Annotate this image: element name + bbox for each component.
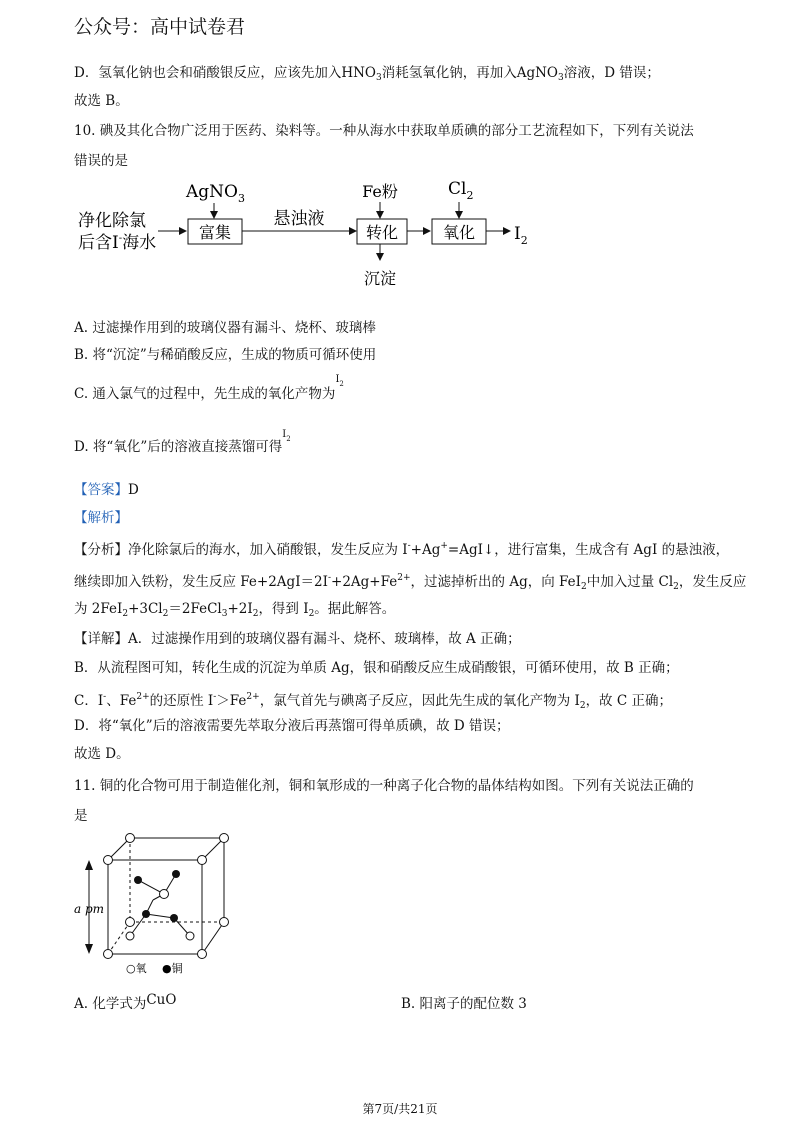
q10-flow-diagram [74,172,554,297]
flow-box-oxidize-label: 氧化 [442,223,476,242]
flow-input-line1: 净化除氯 [78,211,146,231]
dimension-arrow-bottom [85,944,93,954]
q10-option-a: A. 过滤操作用到的玻璃仪器有漏斗、烧杯、玻璃棒 [74,320,376,336]
q11-stem-line1: 11. 铜的化合物可用于制造催化剂，铜和氧形成的一种离子化合物的晶体结构如图。下列有关说法正确的 [74,778,694,794]
q10-choose: 故选 D。 [74,746,130,762]
oxygen-atom [126,834,135,843]
oxygen-atom [160,890,169,899]
flow-box-convert-label: 转化 [365,223,399,242]
flow-product: $I_2$ [514,224,528,247]
oxygen-atom [126,918,135,927]
q10-option-d: D. 将“氧化”后的溶液直接蒸馏可得$^{I2}$ [74,429,291,455]
q11-stem-line2: 是 [74,808,88,824]
oxygen-atom [220,918,229,927]
dimension-arrow-top [85,860,93,870]
flow-byproduct: 沉淀 [363,269,397,288]
q11-crystal-figure [74,828,244,978]
legend-oxygen: ○氧 [126,962,147,975]
q10-answer: 【答案】D [74,482,139,498]
copper-atom [134,876,142,884]
q10-analysis-line2: 继续即加入铁粉，发生反应 $Fe+2AgI=2I^-+2Ag+Fe^{2+}$，过滤掉析出的 Ag，向 FeI$_2$中加入过量 $Cl_2$，发生反应 [74,573,747,592]
oxygen-atom [104,856,113,865]
flow-reagent-cl2: $Cl_2$ [448,179,474,202]
legend-copper: ●铜 [162,962,183,975]
q10-option-c: C. 通入氯气的过程中，先生成的氧化产物为$^{I2}$ [74,374,344,402]
bond [146,914,174,918]
oxygen-atom [220,834,229,843]
copper-atom [170,914,178,922]
q10-detail-b: B．从流程图可知，转化生成的沉淀为单质 Ag，银和硝酸反应生成硝酸银，可循环使用，故 B 正确； [74,660,679,676]
oxygen-atom [186,932,194,940]
oxygen-atom [198,856,207,865]
flow-box-enrich-label: 富集 [198,223,232,242]
page-header: 公众号：高中试卷君 [74,16,246,38]
flow-input-line2: 后含I-海水 [78,233,157,253]
prev-choose: 故选 B。 [74,93,129,109]
cube-edge [202,922,224,954]
copper-atom [172,870,180,878]
q10-detail-a: 【详解】A．过滤操作用到的玻璃仪器有漏斗、烧杯、玻璃棒，故 A 正确； [74,631,521,647]
flow-intermediate: 悬浊液 [273,209,325,229]
oxygen-atom [198,950,207,959]
q10-detail-d: D．将“氧化”后的溶液需要先萃取分液后再蒸馏可得单质碘，故 D 错误； [74,718,510,734]
q10-option-b: B. 将“沉淀”与稀硝酸反应，生成的物质可循环使用 [74,347,377,363]
q10-analysis-line1: 【分析】净化除氯后的海水，加入硝酸银，发生反应为 I-+Ag+=AgI↓，进行富集，生成含有 AgI 的悬浊液， [74,541,730,558]
q10-analysis-tag: 【解析】 [74,510,128,526]
oxygen-atom [104,950,113,959]
q10-analysis-line3: 为 $2FeI_2+3Cl_2=2FeCl_3+2I_2$，得到 $I_2$。据此解答。 [74,601,396,619]
copper-atom [142,910,150,918]
edge-length-label: a pm [74,902,105,916]
flow-reagent-agno3: AgNO$_3$ [186,182,245,205]
q10-stem-line1: 10. 碘及其化合物广泛用于医药、染料等。一种从海水中获取单质碘的部分工艺流程如下，下列有关说法 [74,123,694,139]
q11-option-b: B. 阳离子的配位数 3 [401,996,527,1012]
q10-detail-c: C．I-、$Fe^{2+}$的还原性 $I^->Fe^{2+}$，氯气首先与碘离子反应，因此先生成的氧化产物为 $I_2$，故 C 正确； [74,692,672,711]
flow-reagent-fe: Fe粉 [362,182,398,201]
page-footer: 第7页/共21页 [362,1102,438,1116]
prev-option-d: D．氢氧化钠也会和硝酸银反应，应该先加入$HNO_3$消耗氢氧化钠，再加入AgNO$_3$溶液，D 错误； [74,65,660,83]
oxygen-atom [126,932,134,940]
q10-stem-line2: 错误的是 [74,153,128,169]
q11-option-a: A. 化学式为CuO [74,992,177,1012]
